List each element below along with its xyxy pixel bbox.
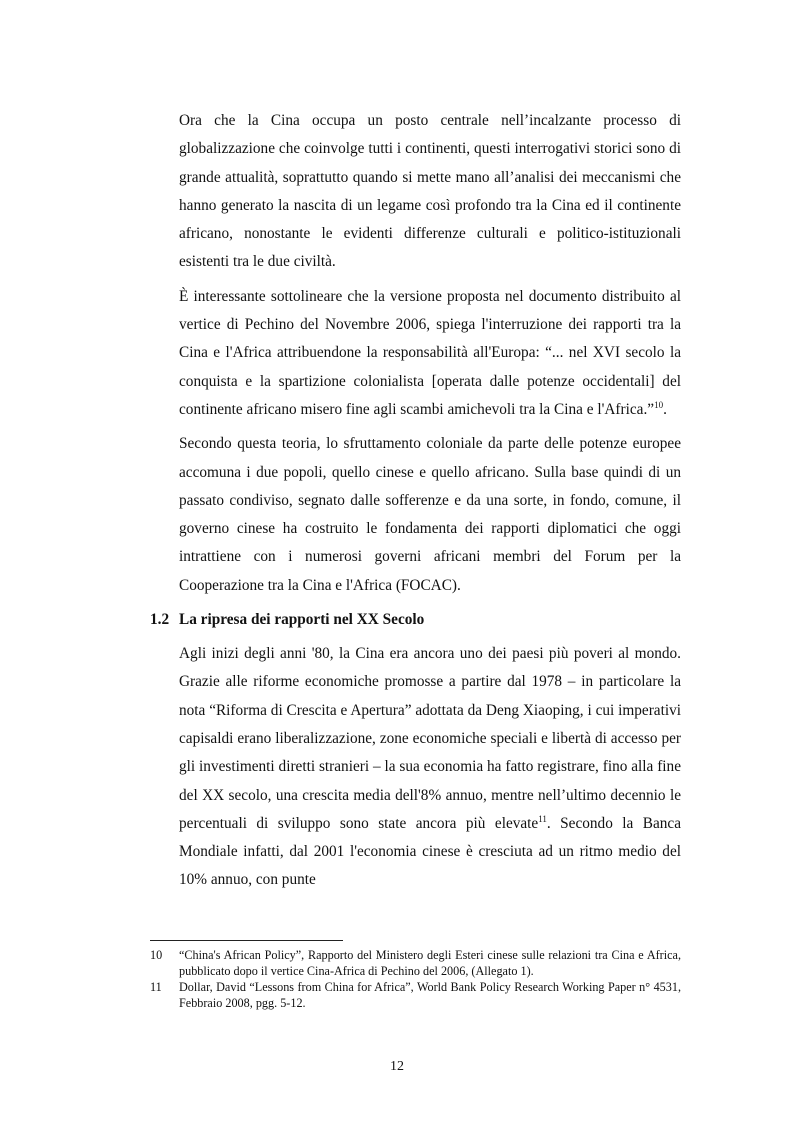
paragraph-4-text: Agli inizi degli anni '80, la Cina era ancora uno dei paesi più poveri al mondo. Grazie alle riforme economiche promosse a partire dal 1978 – in particolare la nota “Riforma di Crescita e Apertura” adottata da Deng Xiaoping, i cui imperativi capisaldi erano liberalizzazione, zone economiche speciali e libertà di accesso per gli investimenti diretti stranieri – la sua economia ha fatto registrare, fino alla fine del XX secolo, una crescita media dell'8% annuo, mentre nell’ultimo decennio le percentuali di sviluppo sono state ancora più elevate [179, 645, 681, 832]
footnotes [150, 948, 681, 1012]
section-number: 1.2 [150, 611, 170, 629]
paragraph-1 [179, 107, 681, 277]
footnote-ref-11[interactable]: 11 [538, 813, 547, 824]
section-heading [150, 606, 681, 634]
section-title: La ripresa dei rapporti nel XX Secolo [179, 611, 425, 629]
paragraph-1-text: Ora che la Cina occupa un posto centrale nell’incalzante processo di globalizzazione che coinvolge tutti i continenti, questi interrogativi storici sono di grande attualità, soprattutto quando si mette mano all’analisi dei meccanismi che hanno generato la nascita di un legame così profondo tra la Cina ed il continente africano, nonostante le evidenti differenze culturali e politico-istituzionali esistenti tra le due civiltà. [179, 112, 681, 271]
footnote-text: Dollar, David “Lessons from China for Africa”, World Bank Policy Research Working Paper n° 4531, Febbraio 2008, pgg. 5-12. [179, 980, 681, 1010]
footnote-divider [150, 940, 343, 941]
paragraph-3-text: Secondo questa teoria, lo sfruttamento coloniale da parte delle potenze europee accomuna i due popoli, quello cinese e quello africano. Sulla base quindi di un passato condiviso, segnato dalle sofferenze e da una sorte, in fondo, comune, il governo cinese ha costruito le fondamenta dei rapporti diplomatici che oggi intrattiene con i numerosi governi africani membri del Forum per la Cooperazione tra la Cina e l'Africa (FOCAC). [179, 435, 681, 594]
paragraph-3 [179, 430, 681, 600]
paragraph-2-tail: . [663, 400, 667, 418]
footnote-text: “China's African Policy”, Rapporto del Ministero degli Esteri cinese sulle relazioni tra Cina e Africa, pubblicato dopo il vertice Cina-Africa di Pechino del 2006, (Allegato 1). [179, 948, 681, 978]
footnote-ref-10[interactable]: 10 [654, 399, 664, 410]
footnote-11 [150, 980, 681, 1011]
page-number: 12 [390, 1059, 404, 1074]
paragraph-2 [179, 283, 681, 424]
paragraph-2-text: È interessante sottolineare che la versione proposta nel documento distribuito al vertice di Pechino del Novembre 2006, spiega l'interruzione dei rapporti tra la Cina e l'Africa attribuendone la responsabilità all'Europa: “... nel XVI secolo la conquista e la spartizione colonialista [operata dalle potenze occidentali] del continente africano misero fine agli scambi amichevoli tra la Cina e l'Africa.” [179, 287, 681, 418]
footnote-number: 11 [150, 980, 162, 994]
footnote-number: 10 [150, 948, 163, 962]
paragraph-4-tail: . Secondo la Banca Mondiale infatti, dal 2001 l'economia cinese è cresciuta ad un ritmo medio del 10% annuo, con punte [179, 814, 681, 889]
paragraph-4 [179, 640, 681, 895]
body-text [150, 107, 681, 901]
footnote-10 [150, 948, 681, 979]
